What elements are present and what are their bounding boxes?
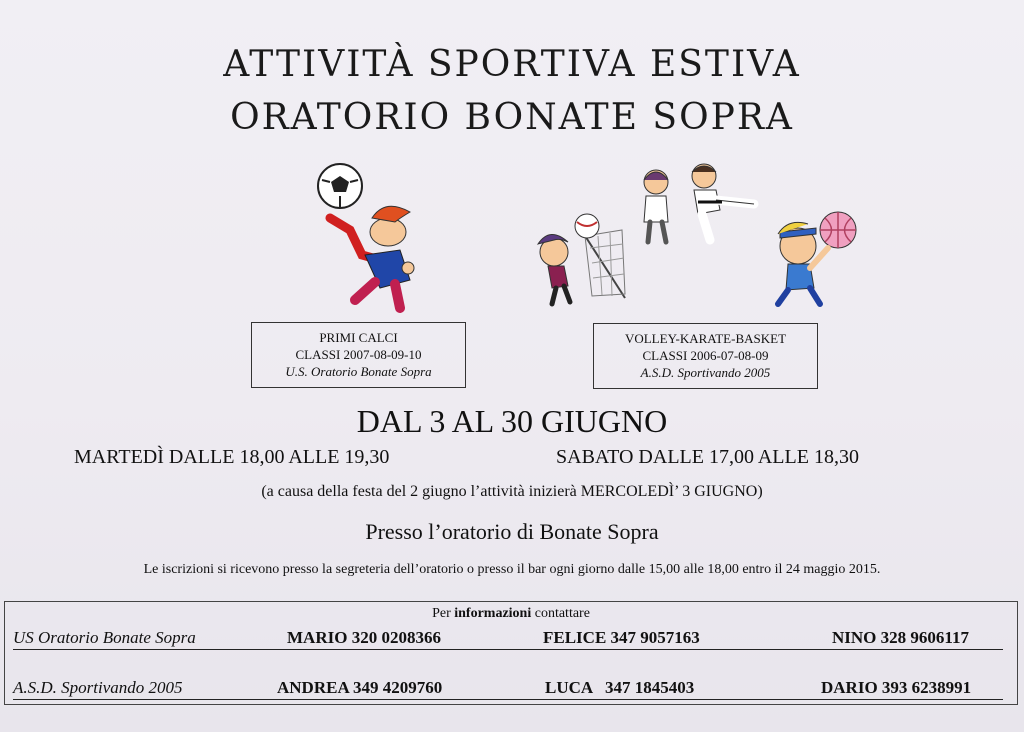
contact-luca: LUCA 347 1845403 [545, 678, 695, 697]
contact-heading-bold: informazioni [454, 606, 532, 621]
contact-dario: DARIO 393 6238991 [821, 678, 972, 697]
contact-divider-1 [13, 649, 1003, 650]
contact-heading-pre: Per [432, 606, 455, 621]
contact-org-1: US Oratorio Bonate Sopra [13, 628, 196, 647]
date-range: DAL 3 AL 30 GIUGNO [356, 403, 668, 439]
soccer-box-activity: PRIMI CALCI [319, 330, 398, 345]
start-note: (a causa della festa del 2 giugno l’attività inizierà MERCOLEDÌ’ 3 GIUGNO) [261, 483, 763, 500]
poster-title-line2: ORATORIO BONATE SOPRA [230, 97, 794, 138]
soccer-box-classes: CLASSI 2007-08-09-10 [295, 347, 422, 362]
contact-org-2: A.S.D. Sportivando 2005 [13, 678, 183, 697]
multisport-box-classes: CLASSI 2006-07-08-09 [642, 348, 769, 363]
location: Presso l’oratorio di Bonate Sopra [365, 519, 659, 544]
karate-kids-illustration [636, 160, 766, 250]
contact-mario: MARIO 320 0208366 [287, 628, 441, 647]
multisport-box-organizer: A.S.D. Sportivando 2005 [640, 365, 771, 380]
contact-felice: FELICE 347 9057163 [543, 628, 700, 647]
poster-title-line1: ATTIVITÀ SPORTIVA ESTIVA [223, 44, 801, 85]
contact-heading [5, 606, 1017, 622]
soccer-box-organizer: U.S. Oratorio Bonate Sopra [285, 364, 432, 379]
basketball-player-illustration [758, 208, 868, 313]
soccer-info-box [251, 322, 466, 388]
contact-andrea: ANDREA 349 4209760 [277, 678, 443, 697]
contact-divider-2 [13, 699, 1003, 700]
contact-nino: NINO 328 9606117 [832, 628, 969, 647]
contact-heading-post: contattare [531, 606, 590, 621]
multisport-info-box [593, 323, 818, 389]
schedule-tuesday: MARTEDÌ DALLE 18,00 ALLE 19,30 [74, 446, 390, 468]
schedule-saturday: SABATO DALLE 17,00 ALLE 18,30 [556, 446, 859, 468]
multisport-box-activity: VOLLEY-KARATE-BASKET [624, 331, 787, 346]
contact-panel [4, 601, 1018, 705]
soccer-player-illustration [300, 160, 430, 315]
enrollment-text: Le iscrizioni si ricevono presso la segreteria dell’oratorio o presso il bar ogni giorno dalle 15,00 alle 18,00 entro il 24 maggio 2015. [143, 562, 881, 577]
volleyball-player-illustration [530, 208, 630, 308]
